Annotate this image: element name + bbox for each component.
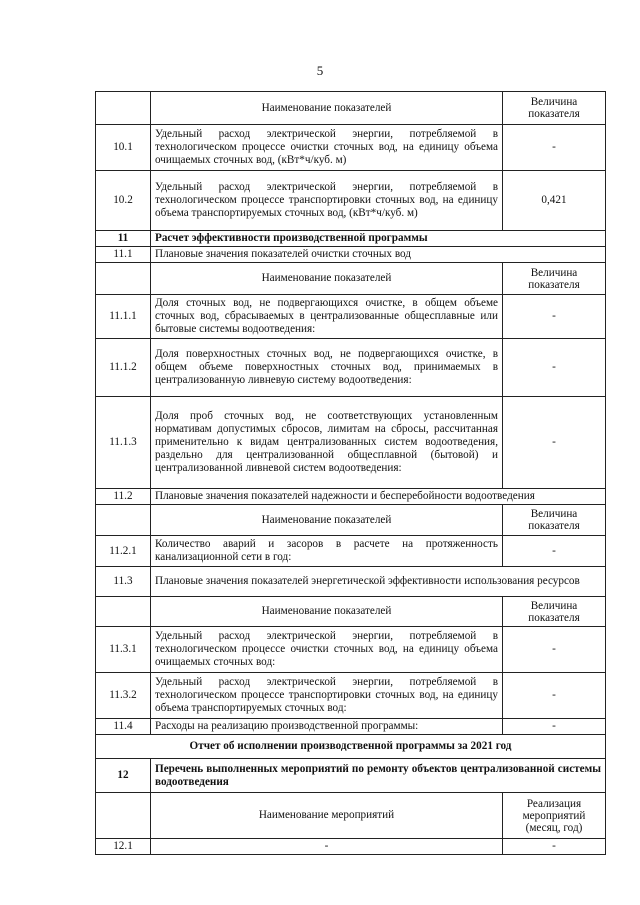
section-row (96, 231, 606, 247)
table-row (96, 125, 606, 171)
table-row (96, 673, 606, 719)
table-row (96, 397, 606, 489)
row-value: - (503, 673, 606, 719)
row-value: - (503, 295, 606, 339)
column-header-name: Наименование показателей (151, 92, 503, 125)
table-header-row (96, 793, 606, 839)
column-header-value: Величина показателя (503, 92, 606, 125)
empty-cell (96, 505, 151, 536)
report-title-row (96, 735, 606, 759)
table-row (96, 339, 606, 397)
row-number: 11.4 (96, 719, 151, 735)
table-row (96, 839, 606, 855)
column-header-name: Наименование показателей (151, 505, 503, 536)
row-value: - (503, 627, 606, 673)
row-description: Доля поверхностных сточных вод, не подвергающихся очистке, в общем объеме поверхностных сточных вод, принимаемых в централизованную ливневую систему водоотведения: (151, 339, 503, 397)
row-value: - (503, 397, 606, 489)
row-number: 11.1.1 (96, 295, 151, 339)
row-number: 12.1 (96, 839, 151, 855)
subsection-row (96, 489, 606, 505)
column-header-value: Величина показателя (503, 505, 606, 536)
table-header-row (96, 92, 606, 125)
table-row (96, 171, 606, 231)
section-number: 12 (96, 759, 151, 793)
table-header-row (96, 505, 606, 536)
report-title: Отчет об исполнении производственной программы за 2021 год (96, 735, 606, 759)
subsection-row (96, 567, 606, 597)
row-description: Количество аварий и засоров в расчете на протяженность канализационной сети в год: (151, 536, 503, 567)
subsection-number: 11.1 (96, 247, 151, 263)
subsection-title: Плановые значения показателей очистки сточных вод (151, 247, 606, 263)
row-value: - (503, 719, 606, 735)
row-number: 10.2 (96, 171, 151, 231)
column-header-name: Наименование показателей (151, 597, 503, 627)
empty-cell (96, 263, 151, 295)
row-number: 11.2.1 (96, 536, 151, 567)
row-value: - (503, 839, 606, 855)
row-number: 11.1.2 (96, 339, 151, 397)
subsection-row (96, 247, 606, 263)
row-number: 10.1 (96, 125, 151, 171)
subsection-number: 11.2 (96, 489, 151, 505)
section-title: Перечень выполненных мероприятий по ремонту объектов централизованной системы водоотведения (151, 759, 606, 793)
row-description: Расходы на реализацию производственной программы: (151, 719, 503, 735)
row-description: - (151, 839, 503, 855)
indicators-table (95, 91, 606, 855)
table-row (96, 627, 606, 673)
table-row (96, 295, 606, 339)
row-number: 11.1.3 (96, 397, 151, 489)
table-row (96, 536, 606, 567)
section-row (96, 759, 606, 793)
row-description: Удельный расход электрической энергии, потребляемой в технологическом процессе очистки сточных вод, на единицу объема очищаемых сточных вод, (кВт*ч/куб. м) (151, 125, 503, 171)
page-number: 5 (316, 63, 324, 78)
column-header-name: Наименование мероприятий (151, 793, 503, 839)
column-header-value: Реализация мероприятий (месяц, год) (503, 793, 606, 839)
section-title: Расчет эффективности производственной программы (151, 231, 606, 247)
row-value: - (503, 125, 606, 171)
section-number: 11 (96, 231, 151, 247)
empty-cell (96, 793, 151, 839)
table-row (96, 719, 606, 735)
row-description: Удельный расход электрической энергии, потребляемой в технологическом процессе очистки сточных вод, на единицу объема очищаемых сточных вод: (151, 627, 503, 673)
column-header-name: Наименование показателей (151, 263, 503, 295)
row-number: 11.3.2 (96, 673, 151, 719)
row-description: Доля проб сточных вод, не соответствующих установленным нормативам допустимых сбросов, лимитам на сбросы, рассчитанная применительно к видам централизованных систем водоотведения, раздельно для централизованной общесплавной (бытовой) и централизованной ливневой систем водоотведения: (151, 397, 503, 489)
row-description: Удельный расход электрической энергии, потребляемой в технологическом процессе транспортировки сточных вод, на единицу объема транспортируемых сточных вод, (кВт*ч/куб. м) (151, 171, 503, 231)
row-value: 0,421 (503, 171, 606, 231)
empty-cell (96, 597, 151, 627)
table-header-row (96, 597, 606, 627)
subsection-title: Плановые значения показателей надежности и бесперебойности водоотведения (151, 489, 606, 505)
column-header-value: Величина показателя (503, 597, 606, 627)
subsection-title: Плановые значения показателей энергетической эффективности использования ресурсов (151, 567, 606, 597)
subsection-number: 11.3 (96, 567, 151, 597)
row-description: Удельный расход электрической энергии, потребляемой в технологическом процессе транспортировки сточных вод, на единицу объема транспортируемых сточных вод: (151, 673, 503, 719)
table-header-row (96, 263, 606, 295)
row-number: 11.3.1 (96, 627, 151, 673)
row-value: - (503, 339, 606, 397)
row-description: Доля сточных вод, не подвергающихся очистке, в общем объеме сточных вод, сбрасываемых в централизованные общесплавные или бытовые системы водоотведения: (151, 295, 503, 339)
row-value: - (503, 536, 606, 567)
column-header-value: Величина показателя (503, 263, 606, 295)
empty-cell (96, 92, 151, 125)
